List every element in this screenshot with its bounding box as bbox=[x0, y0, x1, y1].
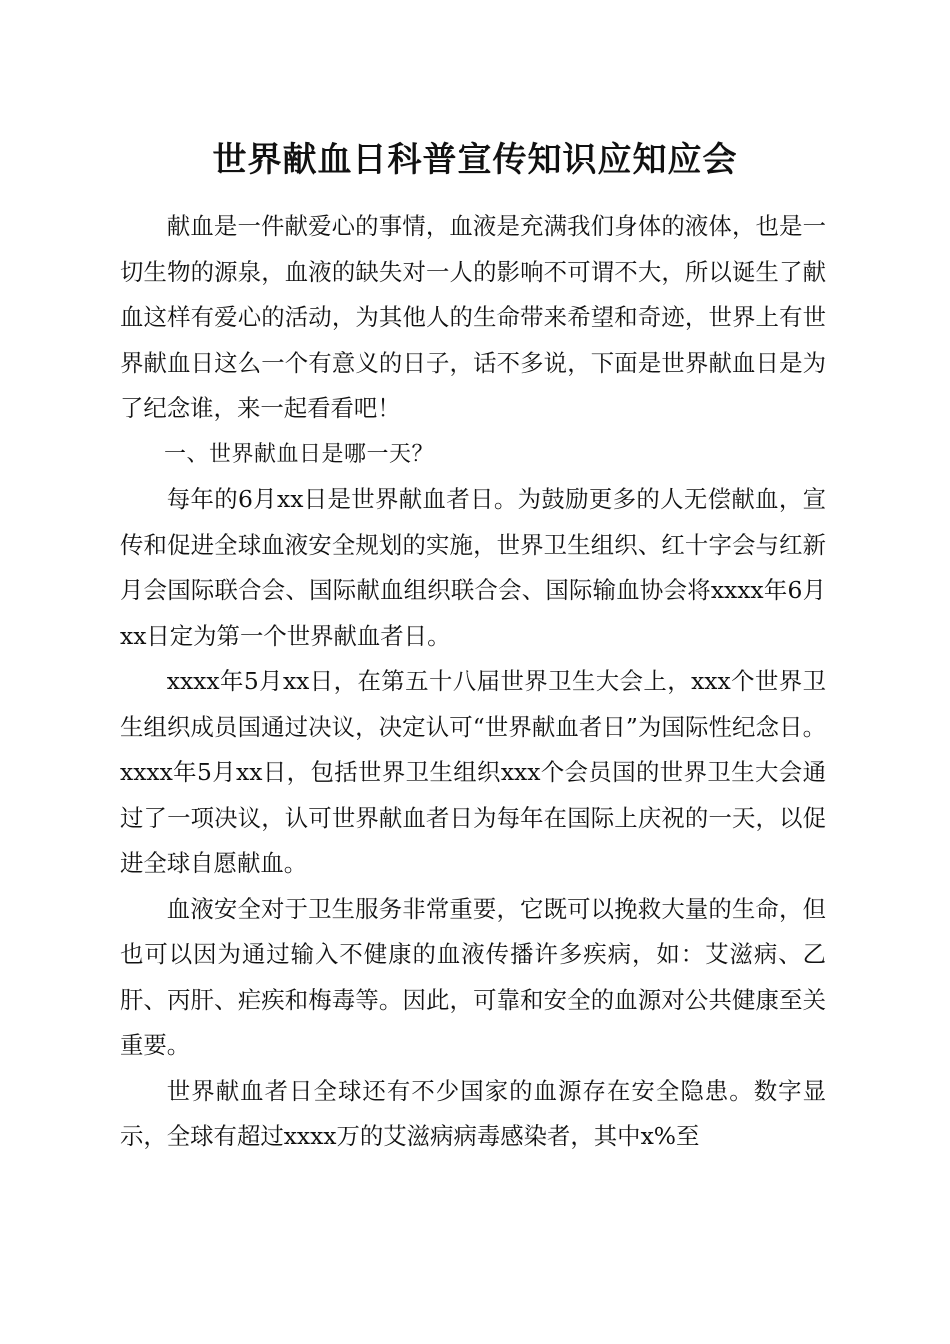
paragraph-4: 世界献血者日全球还有不少国家的血源存在安全隐患。数字显示，全球有超过xxxx万的艾滋病病毒感染者，其中x%至 bbox=[120, 1076, 826, 1150]
section-heading: 一、世界献血日是哪一天？ bbox=[164, 441, 435, 467]
paragraph-3: 血液安全对于卫生服务非常重要，它既可以挽救大量的生命，但也可以因为通过输入不健康的血液传播许多疾病，如：艾滋病、乙肝、丙肝、疟疾和梅毒等。因此，可靠和安全的血源对公共健康至关重要。 bbox=[120, 894, 826, 1059]
paragraph-1: 每年的6月xx日是世界献血者日。为鼓励更多的人无偿献血，宣传和促进全球血液安全规划的实施，世界卫生组织、红十字会与红新月会国际联合会、国际献血组织联合会、国际输血协会将xxxx年6月xx日定为第一个世界献血者日。 bbox=[120, 485, 826, 650]
paragraph-2: xxxx年5月xx日，在第五十八届世界卫生大会上，xxx个世界卫生组织成员国通过决议，决定认可“世界献血者日”为国际性纪念日。xxxx年5月xx日，包括世界卫生组织xxx个会员国的世界卫生大会通过了一项决议，认可世界献血者日为每年在国际上庆祝的一天，以促进全球自愿献血。 bbox=[120, 667, 826, 877]
document-title: 世界献血日科普宣传知识应知应会 bbox=[212, 140, 738, 180]
document-body bbox=[120, 204, 826, 1160]
intro-paragraph: 献血是一件献爱心的事情，血液是充满我们身体的液体，也是一切生物的源泉，血液的缺失对一人的影响不可谓不大，所以诞生了献血这样有爱心的活动，为其他人的生命带来希望和奇迹，世界上有世界献血日这么一个有意义的日子，话不多说，下面是世界献血日是为了纪念谁，来一起看看吧！ bbox=[120, 212, 826, 422]
